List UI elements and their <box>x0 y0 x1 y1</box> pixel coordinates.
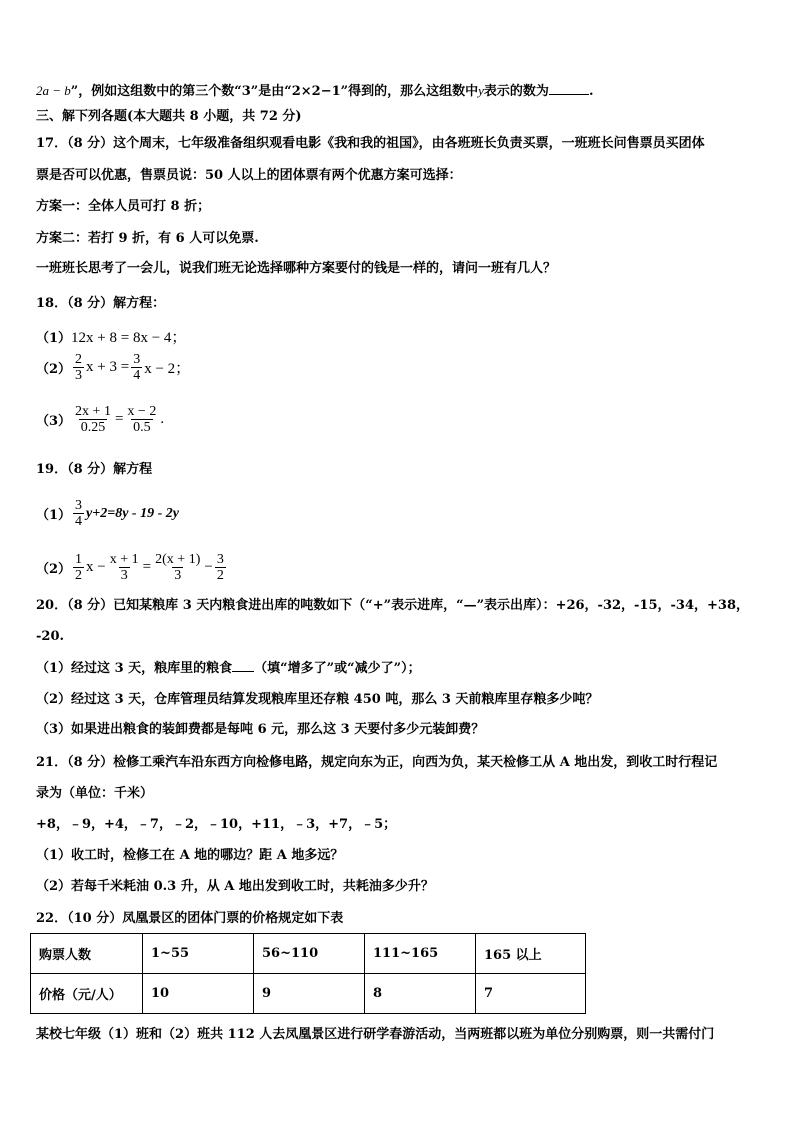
q17-plan2: 方案二：若打 9 折，有 6 人可以免票. <box>36 231 259 246</box>
table-row <box>31 974 586 1014</box>
fraction <box>73 352 84 383</box>
q19-p2-a: x − <box>86 559 106 575</box>
numerator: x + 1 <box>109 552 139 567</box>
q21-line2: 录为（单位：千米） <box>36 786 154 801</box>
denominator: 4 <box>133 368 141 383</box>
table-cell: 购票人数 <box>31 934 143 974</box>
numerator: 3 <box>133 352 141 367</box>
q19-p1-rest: y+2=8y - 19 - 2y <box>86 505 179 521</box>
answer-blank[interactable] <box>232 659 254 672</box>
q18-p3-eq: = <box>114 411 124 427</box>
q22-tail: 某校七年级（1）班和（2）班共 112 人去凤凰景区进行研学春游活动，当两班都以班为单位分别购票，则一共需付门 <box>36 1027 715 1042</box>
denominator: 0.5 <box>133 420 151 435</box>
q18-p2-label: （2） <box>36 362 72 377</box>
table-cell: 111~165 <box>365 934 476 974</box>
top-text: ”，例如这组数中的第三个数“3”是由“2×2−1”得到的，那么这组数中 <box>70 84 479 99</box>
answer-blank[interactable] <box>549 82 589 95</box>
denominator: 2 <box>75 568 83 583</box>
numerator: 3 <box>216 552 224 567</box>
denominator: 3 <box>75 368 83 383</box>
table-cell: 10 <box>143 974 254 1014</box>
q18-part1 <box>36 326 186 347</box>
numerator: 2 <box>75 352 83 367</box>
table-cell: 9 <box>254 974 365 1014</box>
q18-part3 <box>36 404 164 435</box>
top-continuation-line <box>36 82 593 101</box>
q20-line2: -20. <box>36 629 65 644</box>
q17-question: 一班班长思考了一会儿，说我们班无论选择哪种方案要付的钱是一样的，请问一班有几人？ <box>36 261 557 276</box>
q21-line1: 21．（8 分）检修工乘汽车沿东西方向检修电路，规定向东为正，向西为负，某天检修工从 A 地出发，到收工时行程记 <box>36 755 718 770</box>
q17-line1: 17．（8 分）这个周末，七年级准备组织观看电影《我和我的祖国》，由各班班长负责买票，一班班长问售票员买团体 <box>36 136 705 151</box>
q17-line2: 票是否可以优惠，售票员说：50 人以上的团体票有两个优惠方案可选择： <box>36 168 462 183</box>
q19-p2-b: = <box>142 559 152 575</box>
top-end: . <box>588 84 594 99</box>
numerator: x − 2 <box>127 404 157 419</box>
price-table <box>30 933 586 1014</box>
table-cell: 7 <box>476 974 586 1014</box>
q18-part2 <box>36 352 190 383</box>
denominator: 4 <box>75 514 83 529</box>
fraction <box>73 552 84 583</box>
q19-part1 <box>36 498 179 529</box>
q19-title: 19．（8 分）解方程 <box>36 462 153 477</box>
expression: 2a − b <box>36 83 71 98</box>
numerator: 2x + 1 <box>75 404 111 419</box>
numerator: 3 <box>75 498 83 513</box>
fraction <box>153 552 202 583</box>
q18-p2-end: x − 2； <box>144 361 191 377</box>
fraction <box>131 352 142 383</box>
q20-line1: 20．（8 分）已知某粮库 3 天内粮食进出库的吨数如下（“+”表示进库，“—”表示出库）：+26，-32，-15，-34，+38， <box>36 598 749 613</box>
denominator: 0.25 <box>80 420 106 435</box>
q20-part1 <box>36 659 421 678</box>
table-row <box>31 934 586 974</box>
q20-part2: （2）经过这 3 天，仓库管理员结算发现粮库里还存粮 450 吨，那么 3 天前粮库里存粮多少吨？ <box>36 692 599 707</box>
table-cell: 价格（元/人） <box>31 974 143 1014</box>
table-cell: 1~55 <box>143 934 254 974</box>
q21-part2: （2）若每千米耗油 0.3 升，从 A 地出发到收工时，共耗油多少升？ <box>36 879 434 894</box>
table-cell: 165 以上 <box>476 934 586 974</box>
table-cell: 56~110 <box>254 934 365 974</box>
q18-p3-label: （3） <box>36 414 72 429</box>
table-cell: 8 <box>365 974 476 1014</box>
fraction <box>108 552 141 583</box>
q21-data: +8，﹣9，+4，﹣7，﹣2，﹣10，+11，﹣3，+7，﹣5； <box>36 817 397 832</box>
denominator: 3 <box>174 568 182 583</box>
top-text-2: 表示的数为 <box>483 84 549 99</box>
numerator: 2(x + 1) <box>155 552 201 567</box>
q19-p2-label: （2） <box>36 562 72 577</box>
section-heading: 三、解下列各题(本大题共 8 小题，共 72 分) <box>36 109 302 124</box>
q20-p1-text: （1）经过这 3 天，粮库里的粮食 <box>36 661 233 676</box>
q19-p2-c: − <box>204 559 213 575</box>
q20-p1-text-2: （填“增多了”或“减少了”）； <box>254 661 421 676</box>
denominator: 2 <box>216 568 224 583</box>
q18-title: 18．（8 分）解方程： <box>36 296 166 311</box>
numerator: 1 <box>75 552 83 567</box>
q18-p1-label: （1） <box>36 331 72 346</box>
q22-title: 22．（10 分）凤凰景区的团体门票的价格规定如下表 <box>36 911 344 926</box>
denominator: 3 <box>120 568 128 583</box>
q18-p2-mid: x + 3 = <box>86 359 130 375</box>
variable-y: y <box>478 83 484 98</box>
q21-part1: （1）收工时，检修工在 A 地的哪边？距 A 地多远？ <box>36 848 344 863</box>
fraction <box>73 498 84 529</box>
q17-plan1: 方案一：全体人员可打 8 折； <box>36 199 211 214</box>
fraction <box>73 404 113 435</box>
q18-p1-equation: 12x + 8 = 8x − 4； <box>71 330 187 346</box>
fraction <box>215 552 226 583</box>
q18-p3-end: . <box>160 411 165 427</box>
q19-part2 <box>36 552 228 583</box>
q19-p1-label: （1） <box>36 508 72 523</box>
q20-part3: （3）如果进出粮食的装卸费都是每吨 6 元，那么这 3 天要付多少元装卸费？ <box>36 722 485 737</box>
fraction <box>125 404 158 435</box>
